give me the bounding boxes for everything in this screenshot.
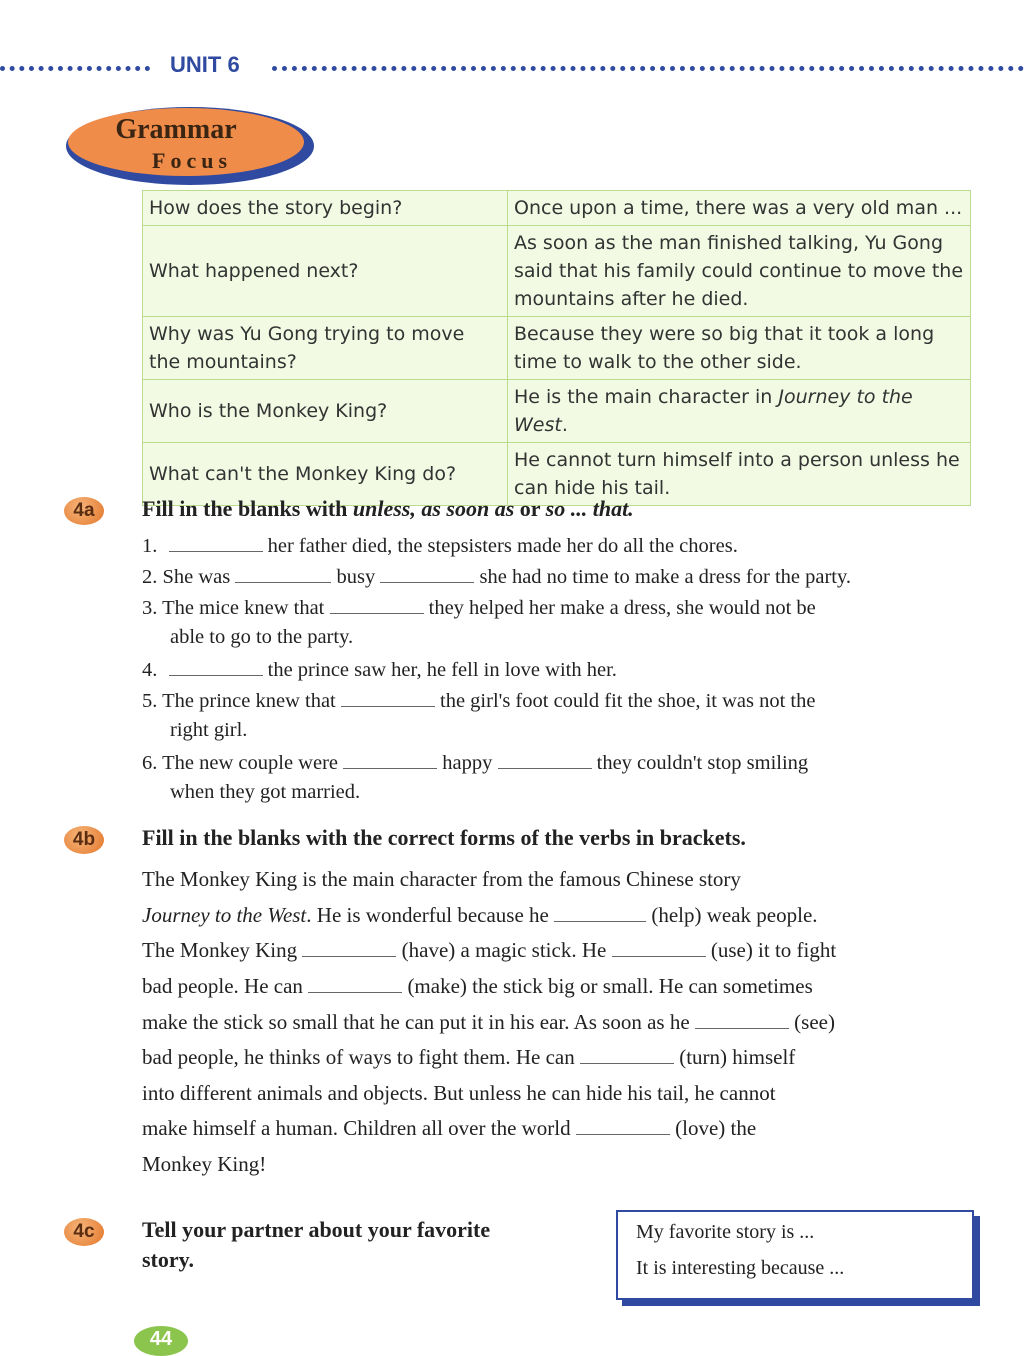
item-number: 5.: [142, 690, 158, 712]
item-text: busy: [336, 566, 376, 588]
blank-input[interactable]: [330, 595, 424, 614]
item-number: 2.: [142, 566, 158, 588]
para-text: (love) the: [675, 1116, 757, 1140]
exercise-4a-item-4: [142, 657, 617, 682]
table-answer: He cannot turn himself into a person unless he can hide his tail.: [508, 443, 971, 506]
exercise-4b-line-8: [142, 1116, 756, 1141]
exercise-4b-line-7: into different animals and objects. But unless he can hide his tail, he cannot: [142, 1081, 776, 1105]
table-answer: Because they were so big that it took a long time to walk to the other side.: [508, 317, 971, 380]
answer-pre: He is the main character in: [514, 386, 779, 408]
header-dots-left: [0, 66, 150, 71]
item-text: The prince knew that: [162, 690, 336, 712]
exercise-4a-item-3: [142, 595, 816, 620]
book-title: Journey to the West: [142, 903, 307, 927]
item-text: they helped her make a dress, she would not be: [428, 597, 816, 619]
title-part: so ... that.: [545, 496, 634, 521]
item-number: 4.: [142, 659, 158, 681]
exercise-4c-title-line2: story.: [142, 1247, 194, 1272]
para-text: make the stick so small that he can put it in his ear. As soon as he: [142, 1010, 690, 1034]
answer-post: .: [561, 414, 568, 436]
para-text: . He is wonderful because he: [306, 903, 549, 927]
para-text: bad people. He can: [142, 974, 303, 998]
blank-input[interactable]: [343, 750, 437, 769]
title-part: Fill in the blanks with: [142, 496, 353, 521]
item-text: they couldn't stop smiling: [596, 752, 809, 774]
title-part: or: [514, 496, 546, 521]
table-question: Why was Yu Gong trying to move the mountains?: [143, 317, 508, 380]
para-text: (help) weak people.: [651, 903, 818, 927]
header-dots-right: [272, 66, 1024, 71]
exercise-4a-title: [142, 496, 634, 522]
blank-input[interactable]: [554, 903, 646, 922]
para-text: (have) a magic stick. He: [401, 938, 607, 962]
para-text: The Monkey King: [142, 938, 298, 962]
table-row: [143, 317, 971, 380]
exercise-4a-item-1: [142, 533, 738, 558]
badge-line2: Focus: [152, 148, 232, 173]
exercise-4b-line-5: [142, 1010, 835, 1035]
para-text: make himself a human. Children all over the world: [142, 1116, 571, 1140]
grammar-table: [142, 190, 971, 506]
exercise-4b-badge: 4b: [64, 826, 104, 854]
table-question: Who is the Monkey King?: [143, 380, 508, 443]
exercise-4a-item-5: [142, 688, 815, 713]
blank-input[interactable]: [498, 750, 592, 769]
blank-input[interactable]: [341, 688, 435, 707]
item-number: 6.: [142, 752, 158, 774]
exercise-4a-badge: 4a: [64, 497, 104, 525]
title-part: unless, as soon as: [352, 496, 515, 521]
exercise-4c-badge: 4c: [64, 1218, 104, 1246]
speech-box-line-1: My favorite story is ...: [636, 1221, 815, 1243]
blank-input[interactable]: [380, 564, 474, 583]
para-text: bad people, he thinks of ways to fight them. He can: [142, 1045, 575, 1069]
table-row: [143, 226, 971, 317]
exercise-4b-title: Fill in the blanks with the correct forms of the verbs in brackets.: [142, 825, 746, 850]
exercise-4b-line-3: [142, 938, 836, 963]
blank-input[interactable]: [302, 938, 396, 957]
para-text: (turn) himself: [679, 1045, 796, 1069]
item-text: she had no time to make a dress for the party.: [479, 566, 852, 588]
item-text: the prince saw her, he fell in love with her.: [267, 659, 617, 681]
blank-input[interactable]: [308, 974, 402, 993]
item-text: She was: [162, 566, 231, 588]
table-row: [143, 191, 971, 226]
item-text: The new couple were: [162, 752, 339, 774]
blank-input[interactable]: [612, 938, 706, 957]
speech-box: [616, 1210, 974, 1300]
table-question: What can't the Monkey King do?: [143, 443, 508, 506]
exercise-4c-title-line1: Tell your partner about your favorite: [142, 1217, 491, 1242]
table-answer: [508, 380, 971, 443]
exercise-4b-line-1: The Monkey King is the main character from the famous Chinese story: [142, 867, 741, 891]
table-question: What happened next?: [143, 226, 508, 317]
book-title: Journey to the West: [514, 386, 913, 436]
exercise-4b-line-2: [142, 903, 818, 928]
para-text: (make) the stick big or small. He can sometimes: [407, 974, 813, 998]
exercise-4a-item-3-cont: able to go to the party.: [170, 626, 354, 648]
item-text: happy: [442, 752, 493, 774]
blank-input[interactable]: [580, 1045, 674, 1064]
item-number: 3.: [142, 597, 158, 619]
table-answer: As soon as the man finished talking, Yu Gong said that his family could continue to move the mountains after he died.: [508, 226, 971, 317]
grammar-focus-badge: [64, 104, 316, 186]
para-text: (see): [794, 1010, 835, 1034]
table-question: How does the story begin?: [143, 191, 508, 226]
blank-input[interactable]: [235, 564, 331, 583]
blank-input[interactable]: [695, 1010, 789, 1029]
speech-box-line-2: It is interesting because ...: [636, 1257, 845, 1279]
exercise-4a-item-2: [142, 564, 851, 589]
item-text: The mice knew that: [162, 597, 325, 619]
page-number: 44: [134, 1326, 188, 1356]
para-text: (use) it to fight: [710, 938, 837, 962]
blank-input[interactable]: [576, 1116, 670, 1135]
blank-input[interactable]: [169, 533, 263, 552]
table-answer: Once upon a time, there was a very old man ...: [508, 191, 971, 226]
blank-input[interactable]: [169, 657, 263, 676]
exercise-4a-item-5-cont: right girl.: [170, 719, 248, 741]
item-number: 1.: [142, 535, 158, 557]
exercise-4a-item-6-cont: when they got married.: [170, 781, 361, 803]
item-text: her father died, the stepsisters made her do all the chores.: [267, 535, 738, 557]
item-text: the girl's foot could fit the shoe, it was not the: [440, 690, 816, 712]
unit-label: UNIT 6: [170, 52, 240, 77]
badge-line1: Grammar: [115, 114, 237, 145]
table-row: [143, 380, 971, 443]
exercise-4b-line-9: Monkey King!: [142, 1152, 267, 1176]
exercise-4b-line-6: [142, 1045, 795, 1070]
exercise-4a-item-6: [142, 750, 808, 775]
exercise-4b-line-4: [142, 974, 813, 999]
